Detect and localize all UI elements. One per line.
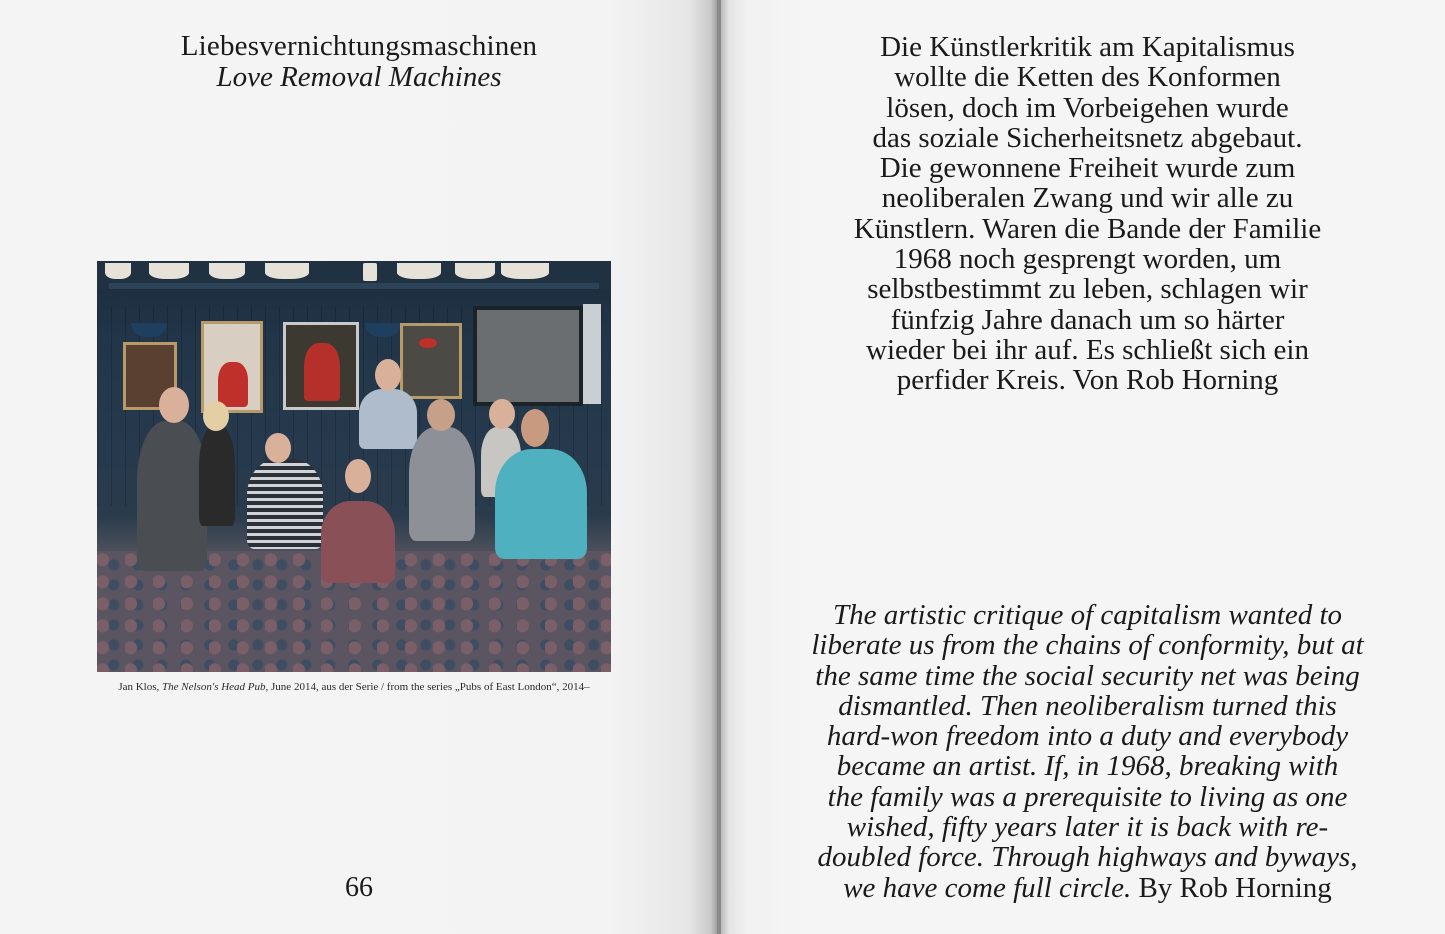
photo-painting: [400, 323, 462, 399]
german-line: wieder bei ihr auf. Es schließt sich ein: [866, 333, 1309, 366]
german-line: Die gewonnene Freiheit wurde zum: [879, 152, 1296, 185]
person-head: [375, 359, 401, 391]
photo-vase: [363, 263, 377, 281]
photo-painting: [283, 322, 359, 410]
english-line: The artistic critique of capitalism wanted to: [832, 599, 1343, 631]
german-line: wollte die Ketten des Konformen: [894, 61, 1281, 94]
english-line: wished, fifty years later it is back with re-: [846, 811, 1329, 844]
photo-painting: [201, 321, 263, 413]
person-head: [345, 459, 371, 493]
german-line: Die Künstlerkritik am Kapitalismus: [880, 31, 1295, 63]
photo-bowl: [397, 263, 441, 279]
photo-bowl: [105, 263, 131, 279]
photo-caption: [97, 680, 611, 694]
book-spine: [717, 0, 721, 934]
german-line: das soziale Sicherheitsnetz abgebaut.: [872, 121, 1303, 154]
photo-window: [583, 304, 601, 404]
person-blonde: [199, 426, 235, 526]
caption-work-title: The Nelson's Head Pub: [162, 681, 266, 693]
english-line: the family was a prerequisite to living as one: [827, 780, 1348, 813]
person-head: [489, 399, 515, 429]
caption-details: , June 2014, aus der Serie / from the series „Pubs of East London“, 2014–: [265, 681, 590, 693]
article-title-german: Liebesvernichtungsmaschinen: [180, 30, 538, 62]
article-title-english: Love Removal Machines: [216, 61, 502, 93]
german-line: perfider Kreis. Von Rob Horning: [896, 364, 1279, 397]
left-page: [0, 0, 718, 934]
photo-bowl: [209, 263, 245, 279]
english-line: doubled force. Through highways and byways,: [817, 841, 1358, 874]
person-head: [265, 433, 291, 463]
english-last-line-text: we have come full circle.: [843, 871, 1139, 904]
english-line: became an artist. If, in 1968, breaking with: [836, 750, 1339, 783]
page-number: 66: [345, 872, 373, 903]
english-line: the same time the social security net was being: [815, 659, 1360, 692]
german-line: fünfzig Jahre danach um so härter: [890, 303, 1285, 336]
person-head: [159, 387, 189, 423]
english-last-line: [800, 873, 1375, 903]
person-teal-tshirt: [495, 449, 587, 559]
author-byline: By Rob Horning: [1138, 871, 1332, 904]
person-grey-blouse: [409, 427, 475, 541]
german-line: selbstbestimmt zu leben, schlagen wir: [867, 273, 1308, 306]
photo-bowl: [455, 263, 495, 279]
photo-bowl: [149, 263, 189, 279]
person-head: [203, 401, 229, 431]
german-line: 1968 noch gesprengt worden, um: [893, 243, 1282, 276]
person-plaid-shirt: [321, 501, 395, 583]
photo-ledge: [109, 283, 599, 289]
german-line: lösen, doch im Vorbeigehen wurde: [886, 91, 1289, 124]
person-tank-top: [137, 421, 207, 571]
person-head: [427, 399, 455, 431]
person-head: [521, 409, 549, 447]
person-striped-shirt: [247, 459, 323, 549]
english-line: dismantled. Then neoliberalism turned this: [838, 689, 1337, 722]
photo-bowl: [265, 263, 309, 279]
english-line: liberate us from the chains of conformity, but at: [811, 629, 1364, 662]
pub-group-photo: [97, 261, 611, 672]
photo-bowl: [501, 263, 549, 279]
german-standfirst: [800, 32, 1375, 396]
person-standing-shirt: [359, 389, 417, 449]
caption-artist: Jan Klos,: [118, 681, 163, 693]
german-line: neoliberalen Zwang und wir alle zu: [881, 182, 1294, 215]
english-standfirst: [800, 600, 1375, 903]
english-line: hard-won freedom into a duty and everybody: [826, 720, 1349, 753]
german-line: Künstlern. Waren die Bande der Familie: [853, 212, 1322, 245]
photo-mirror: [473, 306, 583, 406]
